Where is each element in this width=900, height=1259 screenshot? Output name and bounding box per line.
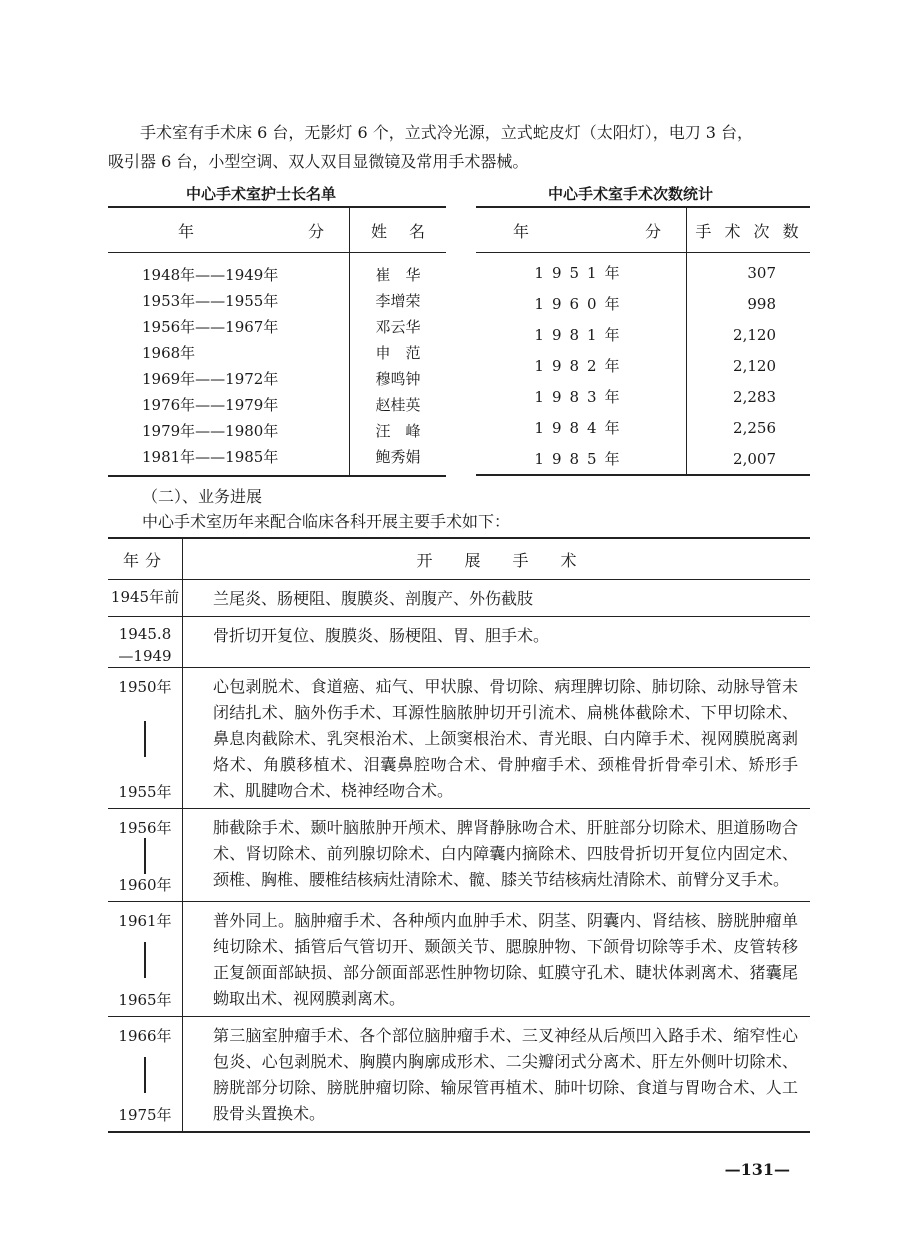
surgery-list-cell: 普外同上。脑肿瘤手术、各种颅内血肿手术、阴茎、阴囊内、肾结核、膀胱肿瘤单纯切除术、插管后气管切开、颞颌关节、腮腺肿物、下颌骨切除等手术、皮管转移正复颌面部缺损、部分颌面部恶性肿物切除、虹膜守孔术、睫状体剥离术、猪囊尾蚴取出术、视网膜剥离术。 <box>183 902 811 1017</box>
year-end: 1975年 <box>118 1106 172 1124</box>
surgery-count-table <box>476 206 810 476</box>
table-row <box>108 417 446 443</box>
year-end: 1965年 <box>118 991 172 1009</box>
range-bar <box>144 1057 146 1093</box>
surgery-list-cell: 心包剥脱术、食道癌、疝气、甲状腺、骨切除、病理脾切除、肺切除、动脉导管未闭结扎术、脑外伤手术、耳源性脑脓肿切开引流术、扁桃体截除术、下甲切除术、鼻息肉截除术、乳突根治术、上颌窦根治术、青光眼、白内障手术、视网膜脱离剥烙术、角膜移植术、泪囊鼻腔吻合术、骨肿瘤手术、颈椎骨折骨牵引术、矫形手术、肌腱吻合术、桡神经吻合术。 <box>183 668 811 809</box>
nurse-head-table <box>108 206 446 477</box>
table-row <box>108 617 810 668</box>
year-start: 1956年 <box>118 819 172 837</box>
count-cell: 2,120 <box>687 319 811 350</box>
surgery-table-header-row <box>476 207 810 253</box>
surgery-list-cell: 第三脑室肿瘤手术、各个部位脑肿瘤手术、三叉神经从后颅凹入路手术、缩窄性心包炎、心包剥脱术、胸膜内胸廓成形术、二尖瓣闭式分离术、肝左外侧叶切除术、膀胱部分切除、膀胱肿瘤切除、输尿管再植术、肺叶切除、食道与胃吻合术、人工股骨头置换术。 <box>213 1026 798 1123</box>
year-cell <box>108 580 183 617</box>
table-row <box>476 443 810 475</box>
year-cell: 1985年 <box>534 450 628 468</box>
years-cell: 1956年——1967年 <box>142 317 279 336</box>
count-cell: 307 <box>687 253 811 289</box>
header-year: 年 分 <box>476 207 687 253</box>
surgery-list-cell: 骨折切开复位、腹膜炎、肠梗阻、胃、胆手术。 <box>183 617 811 668</box>
table-row <box>476 288 810 319</box>
year-end: 1960年 <box>118 876 172 894</box>
year-cell: 1951年 <box>534 264 628 282</box>
intro-line-2: 吸引器 6 台，小型空调、双人双目显微镜及常用手术器械。 <box>108 152 529 171</box>
year-start: 1950年 <box>118 678 172 696</box>
name-cell: 穆鸣钟 <box>350 365 447 391</box>
year-label <box>108 580 182 608</box>
section-heading: （二）、业务进展 <box>142 487 263 506</box>
year-end: 1955年 <box>118 783 172 801</box>
header-name: 姓 名 <box>350 207 447 253</box>
header-count: 手 术 次 数 <box>687 207 811 253</box>
page-number: —131— <box>724 1160 790 1179</box>
table-row <box>108 809 810 902</box>
range-bar <box>144 721 146 757</box>
year-cell <box>108 668 183 809</box>
year-start: 1966年 <box>118 1027 172 1045</box>
years-cell: 1953年——1955年 <box>142 291 279 310</box>
year-cell: 1983年 <box>534 388 628 406</box>
nurse-table-caption: 中心手术室护士长名单 <box>186 185 337 203</box>
years-cell: 1979年——1980年 <box>142 421 279 440</box>
table-row <box>476 381 810 412</box>
year-cell <box>108 1017 183 1133</box>
year-cell: 1982年 <box>534 357 628 375</box>
surgery-development-table <box>108 537 810 1133</box>
year-label <box>108 617 182 667</box>
years-cell: 1969年——1972年 <box>142 369 279 388</box>
table-row <box>108 365 446 391</box>
section-subheading: 中心手术室历年来配合临床各科开展主要手术如下： <box>142 512 511 531</box>
name-cell: 申 范 <box>350 339 447 365</box>
table-row <box>108 339 446 365</box>
name-cell: 崔 华 <box>350 253 447 288</box>
table-row <box>476 350 810 381</box>
year-end: —1949 <box>118 647 172 665</box>
year-start: 1945.8 <box>118 625 172 643</box>
year-cell <box>108 809 183 902</box>
surgery-list-cell: 兰尾炎、肠梗阻、腹膜炎、剖腹产、外伤截肢 <box>183 580 811 617</box>
year-cell <box>108 617 183 668</box>
table-row <box>108 391 446 417</box>
years-cell: 1981年——1985年 <box>142 447 279 466</box>
year-cell: 1960年 <box>534 295 628 313</box>
year-range <box>108 668 182 808</box>
name-cell: 邓云华 <box>350 313 447 339</box>
name-cell: 李增荣 <box>350 287 447 313</box>
intro-paragraph <box>108 118 808 176</box>
name-cell: 赵桂英 <box>350 391 447 417</box>
dev-table-header-row <box>108 538 810 580</box>
year-range <box>108 1017 182 1131</box>
header-year: 年 分 <box>108 207 350 253</box>
year-start: 1945年前 <box>110 588 180 606</box>
years-cell: 1948年——1949年 <box>142 265 279 284</box>
count-cell: 2,283 <box>687 381 811 412</box>
nurse-table-header-row <box>108 207 446 253</box>
name-cell: 汪 峰 <box>350 417 447 443</box>
year-cell <box>108 902 183 1017</box>
table-row <box>476 253 810 289</box>
surgery-list-cell: 肺截除手术、颞叶脑脓肿开颅术、脾肾静脉吻合术、肝脏部分切除术、胆道肠吻合术、肾切除术、前列腺切除术、白内障囊内摘除术、四肢骨折切开复位内固定术、颈椎、胸椎、腰椎结核病灶清除术、髋、膝关节结核病灶清除术、前臂分叉手术。 <box>183 809 811 902</box>
intro-line-1: 手术室有手术床 6 台，无影灯 6 个，立式冷光源，立式蛇皮灯（太阳灯），电刀 3 台， <box>140 123 754 142</box>
count-cell: 2,256 <box>687 412 811 443</box>
range-bar <box>144 942 146 978</box>
table-row <box>108 580 810 617</box>
table-row <box>476 412 810 443</box>
table-row <box>108 287 446 313</box>
header-surgery: 开 展 手 术 <box>183 538 811 580</box>
header-year: 年分 <box>108 538 183 580</box>
count-cell: 2,120 <box>687 350 811 381</box>
year-range <box>108 902 182 1016</box>
year-cell: 1984年 <box>534 419 628 437</box>
table-row <box>108 313 446 339</box>
name-cell: 鲍秀娟 <box>350 443 447 476</box>
range-bar <box>144 838 146 874</box>
table-row <box>108 668 810 809</box>
surgery-table-caption: 中心手术室手术次数统计 <box>548 185 714 203</box>
count-cell: 2,007 <box>687 443 811 475</box>
count-cell: 998 <box>687 288 811 319</box>
table-row <box>476 319 810 350</box>
years-cell: 1968年 <box>142 343 196 362</box>
table-row <box>108 902 810 1017</box>
year-start: 1961年 <box>118 912 172 930</box>
table-row <box>108 253 446 288</box>
years-cell: 1976年——1979年 <box>142 395 279 414</box>
year-range <box>108 809 182 901</box>
year-cell: 1981年 <box>534 326 628 344</box>
table-row <box>108 1017 810 1133</box>
table-row <box>108 443 446 476</box>
